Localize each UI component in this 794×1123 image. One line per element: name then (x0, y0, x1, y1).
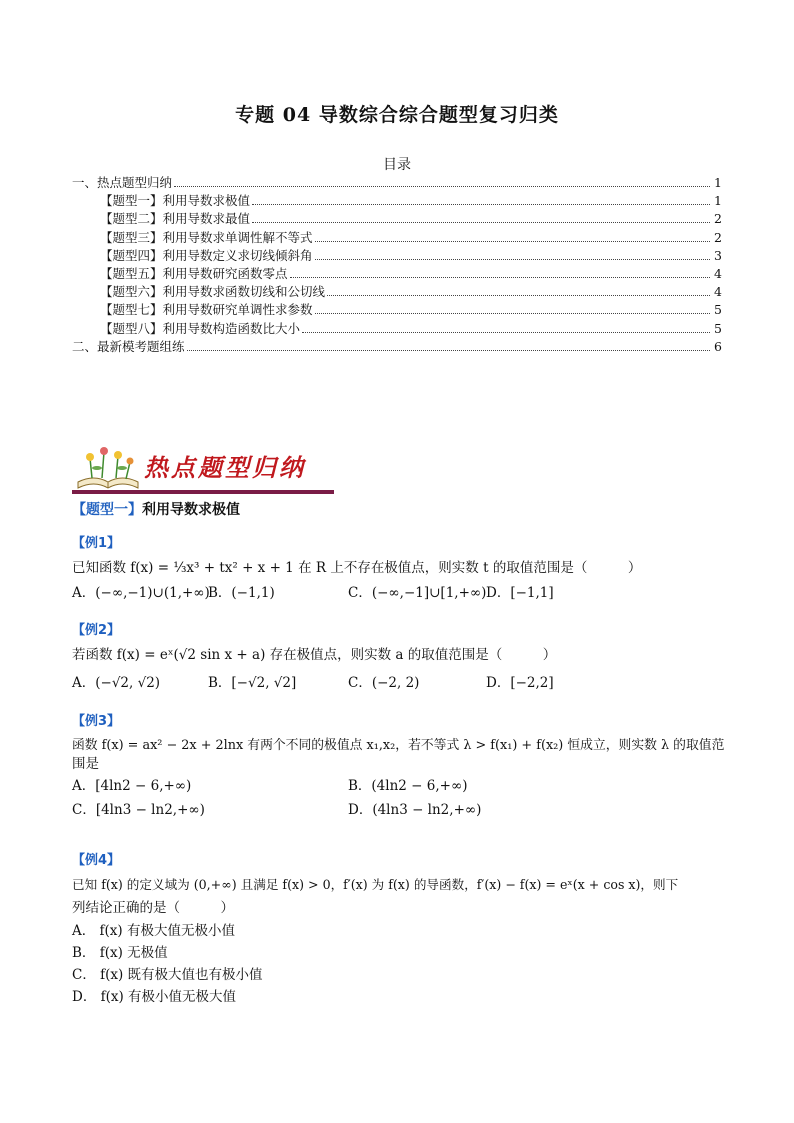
option-c[interactable]: C．[4ln3 − ln2,+∞) (72, 802, 205, 818)
option-c[interactable]: C．(−∞,−1]∪[1,+∞) (348, 585, 487, 601)
options-row (72, 672, 732, 694)
table-of-contents (72, 173, 722, 355)
example-stem: 已知函数 f(x) = ⅓x³ + tx² + x + 1 在 R 上不存在极值点，则实数 t 的取值范围是（ ） (72, 560, 642, 576)
toc-entry-page: 4 (714, 265, 722, 281)
toc-entry[interactable] (72, 319, 722, 337)
toc-entry-label: 【题型四】利用导数定义求切线倾斜角 (100, 247, 313, 263)
options-row (72, 582, 732, 604)
banner-underline (72, 490, 334, 494)
example-4 (72, 850, 732, 1008)
options-row (72, 775, 732, 797)
example-label: 【例4】 (72, 853, 121, 868)
toc-entry-page: 1 (714, 193, 722, 209)
toc-entry-page: 2 (714, 229, 722, 245)
example-stem-continued: 列结论正确的是（ ） (72, 900, 234, 916)
option-c[interactable]: C． f(x) 既有极大值也有极小值 (72, 967, 263, 983)
toc-entry-page: 3 (714, 247, 722, 263)
toc-entry-label: 【题型五】利用导数研究函数零点 (100, 265, 288, 281)
option-a[interactable]: A．(−√2, √2) (72, 675, 161, 691)
example-label: 【例1】 (72, 536, 121, 551)
toc-entry-page: 1 (714, 175, 722, 190)
option-d[interactable]: D．[−2,2] (486, 675, 554, 691)
option-b[interactable]: B．(4ln2 − 6,+∞) (348, 778, 468, 794)
option-a[interactable]: A．[4ln2 − 6,+∞) (72, 778, 192, 794)
option-b[interactable]: B．(−1,1) (208, 585, 275, 601)
toc-entry-label: 【题型六】利用导数求函数切线和公切线 (100, 284, 326, 300)
document-title: 专题 04 导数综合综合题型复习归类 (235, 104, 559, 126)
example-1 (72, 533, 732, 604)
toc-entry-label: 二、最新模考题组练 (72, 338, 185, 354)
toc-entry-page: 5 (714, 320, 722, 336)
option-b[interactable]: B． f(x) 无极值 (72, 945, 168, 961)
section-title: 利用导数求极值 (142, 502, 240, 518)
example-3 (72, 711, 732, 821)
toc-entry[interactable] (72, 191, 722, 209)
toc-entry-label: 【题型一】利用导数求极值 (100, 193, 251, 209)
example-stem: 函数 f(x) = ax² − 2x + 2lnx 有两个不同的极值点 x₁,x₂，若不等式 λ > f(x₁) + f(x₂) 恒成立，则实数 λ 的取值范 (72, 738, 725, 753)
example-stem-continued: 围是 (72, 756, 99, 772)
example-label: 【例3】 (72, 714, 121, 729)
banner-title: 热点题型归纳 (144, 453, 306, 482)
toc-entry[interactable] (72, 282, 722, 300)
toc-entry-page: 5 (714, 302, 722, 318)
book-flowers-icon (72, 444, 144, 492)
toc-entry[interactable] (72, 209, 722, 227)
toc-entry-page: 6 (714, 338, 722, 354)
option-d[interactable]: D．[−1,1] (486, 585, 554, 601)
toc-entry-page: 4 (714, 284, 722, 300)
toc-entry[interactable] (72, 246, 722, 264)
example-stem: 已知 f(x) 的定义域为 (0,+∞) 且满足 f(x) > 0，f′(x) 为 f(x) 的导函数，f′(x) − f(x) = eˣ(x + cos x)，则下 (72, 877, 679, 892)
example-label: 【例2】 (72, 623, 121, 638)
toc-entry-label: 【题型二】利用导数求最值 (100, 211, 251, 227)
option-c[interactable]: C．(−2, 2) (348, 675, 420, 691)
section-banner (72, 444, 334, 498)
option-a[interactable]: A． f(x) 有极大值无极小值 (72, 923, 235, 939)
example-2 (72, 620, 732, 694)
options-row (72, 799, 732, 821)
example-stem: 若函数 f(x) = eˣ(√2 sin x + a) 存在极值点，则实数 a 的取值范围是（ ） (72, 647, 557, 663)
toc-entry[interactable] (72, 264, 722, 282)
toc-entry-page: 2 (714, 211, 722, 227)
section-bracket: 【题型一】 (72, 502, 142, 518)
toc-entry[interactable] (72, 228, 722, 246)
option-b[interactable]: B．[−√2, √2] (208, 675, 297, 691)
option-d[interactable]: D． f(x) 有极小值无极大值 (72, 989, 237, 1005)
toc-entry-label: 【题型三】利用导数求单调性解不等式 (100, 229, 313, 245)
option-d[interactable]: D．(4ln3 − ln2,+∞) (348, 802, 482, 818)
toc-entry-label: 一、热点题型归纳 (72, 175, 173, 190)
toc-entry[interactable] (72, 300, 722, 318)
toc-entry[interactable] (72, 173, 722, 191)
toc-heading: 目录 (383, 157, 411, 173)
toc-entry[interactable] (72, 337, 722, 355)
toc-entry-label: 【题型八】利用导数构造函数比大小 (100, 320, 301, 336)
option-a[interactable]: A．(−∞,−1)∪(1,+∞) (72, 585, 210, 601)
toc-entry-label: 【题型七】利用导数研究单调性求参数 (100, 302, 313, 318)
section-heading (72, 499, 240, 519)
